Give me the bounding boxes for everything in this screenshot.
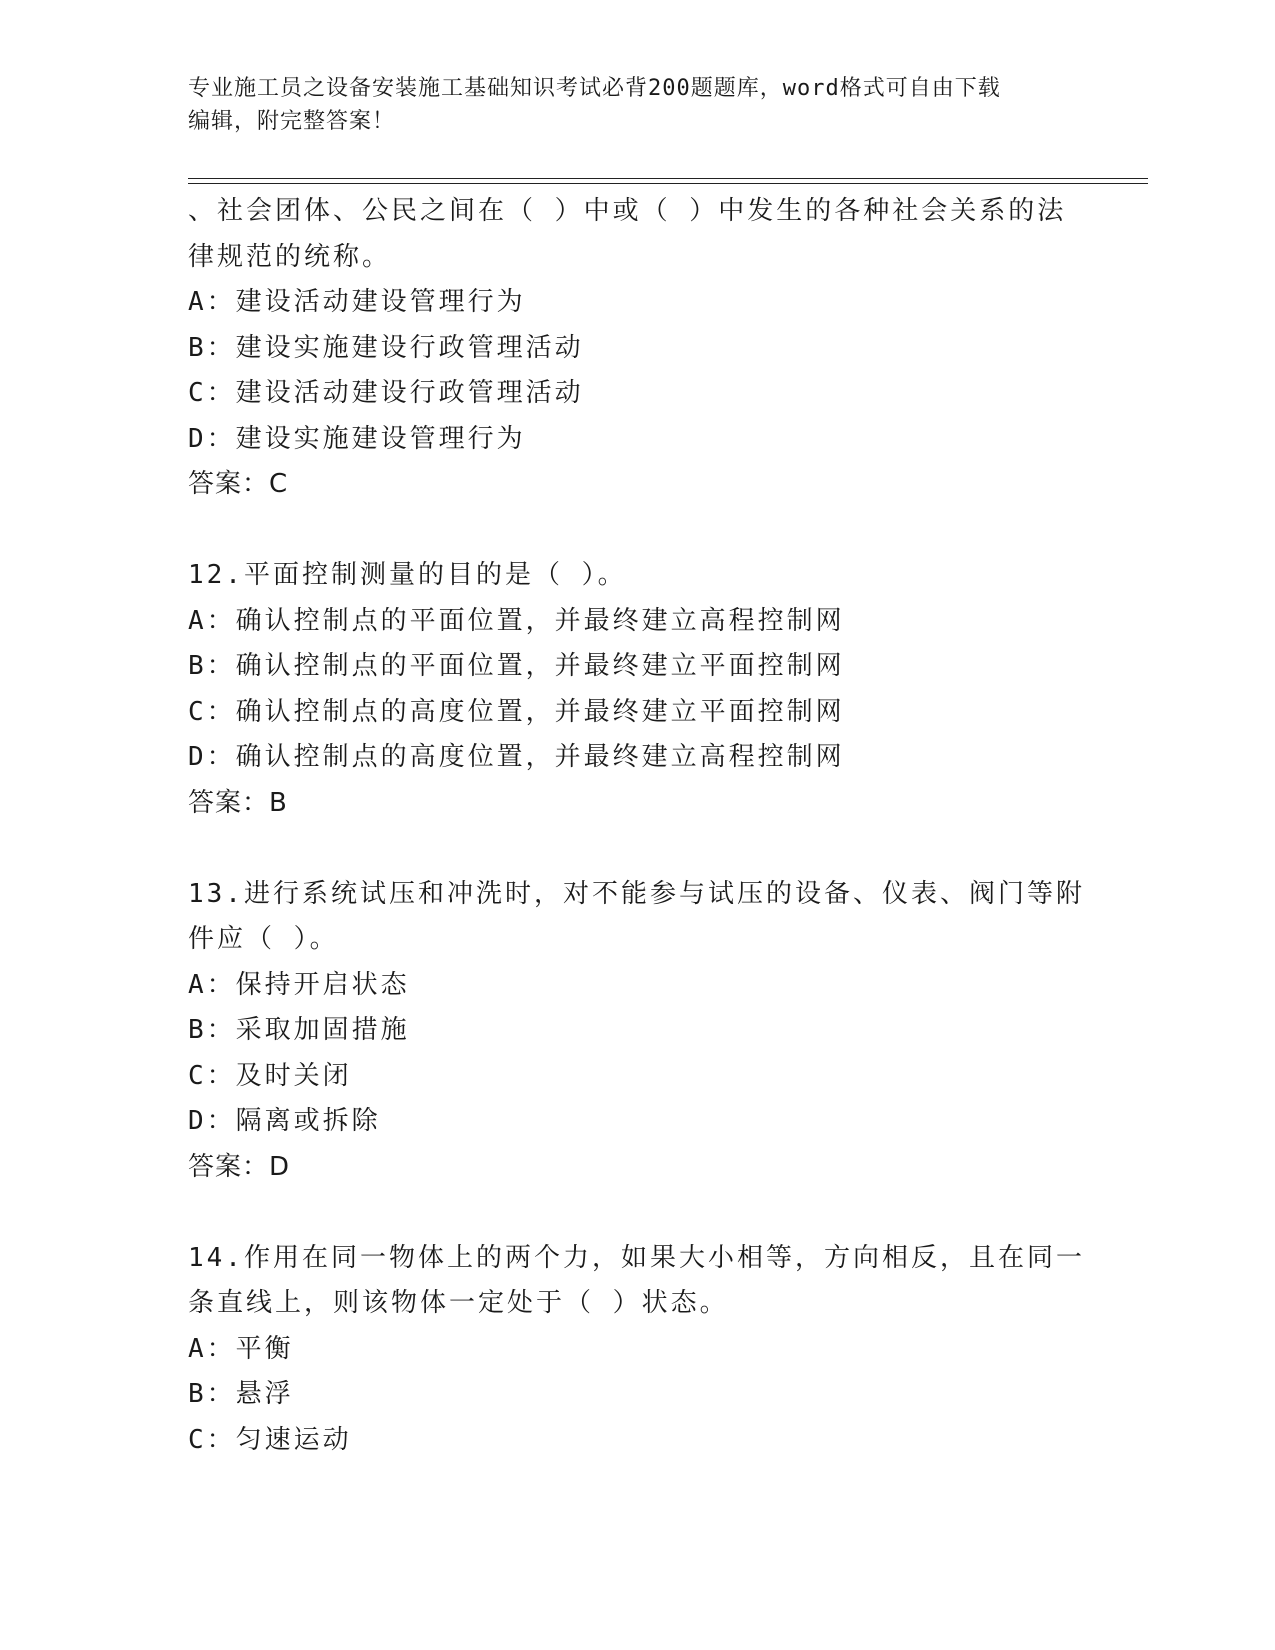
document-header bbox=[188, 72, 1088, 138]
option-c: C：确认控制点的高度位置，并最终建立平面控制网 bbox=[188, 696, 845, 727]
question-text: 13.进行系统试压和冲洗时，对不能参与试压的设备、仪表、阀门等附 bbox=[188, 878, 1085, 909]
question-text: 条直线上，则该物体一定处于（ ）状态。 bbox=[188, 1288, 729, 1318]
option-b: B：采取加固措施 bbox=[188, 1015, 410, 1045]
question-11 bbox=[188, 189, 1088, 508]
option-a: A：建设活动建设管理行为 bbox=[188, 287, 526, 317]
option-a: A：平衡 bbox=[188, 1333, 294, 1364]
option-c: C：及时关闭 bbox=[188, 1060, 352, 1091]
option-c: C：匀速运动 bbox=[188, 1424, 352, 1455]
option-b: B：悬浮 bbox=[188, 1379, 294, 1409]
answer: 答案：B bbox=[188, 787, 288, 818]
question-12 bbox=[188, 553, 1088, 826]
question-text: 、社会团体、公民之间在（ ）中或（ ）中发生的各种社会关系的法 bbox=[188, 196, 1067, 226]
header-line-1: 专业施工员之设备安装施工基础知识考试必背200题题库，word格式可自由下载 bbox=[188, 76, 1001, 101]
question-14 bbox=[188, 1236, 1088, 1464]
option-d: D：建设实施建设管理行为 bbox=[188, 423, 526, 454]
question-13 bbox=[188, 872, 1088, 1191]
spacer bbox=[188, 826, 1088, 872]
option-b: B：确认控制点的平面位置，并最终建立平面控制网 bbox=[188, 651, 845, 681]
spacer bbox=[188, 1190, 1088, 1236]
answer: 答案：D bbox=[188, 1151, 291, 1182]
question-text: 件应（ ）。 bbox=[188, 924, 339, 954]
option-d: D：确认控制点的高度位置，并最终建立高程控制网 bbox=[188, 742, 845, 772]
question-text: 12.平面控制测量的目的是（ ）。 bbox=[188, 560, 627, 590]
spacer bbox=[188, 508, 1088, 554]
option-b: B：建设实施建设行政管理活动 bbox=[188, 332, 584, 363]
header-line-2: 编辑，附完整答案！ bbox=[188, 109, 396, 134]
header-divider-bottom bbox=[188, 183, 1148, 184]
header-divider-top bbox=[188, 178, 1148, 179]
option-a: A：保持开启状态 bbox=[188, 969, 410, 1000]
question-list bbox=[188, 189, 1088, 1463]
answer: 答案：C bbox=[188, 469, 289, 499]
question-text: 14.作用在同一物体上的两个力，如果大小相等，方向相反，且在同一 bbox=[188, 1242, 1085, 1273]
option-d: D：隔离或拆除 bbox=[188, 1106, 381, 1136]
question-text: 律规范的统称。 bbox=[188, 241, 392, 272]
option-c: C：建设活动建设行政管理活动 bbox=[188, 378, 584, 408]
option-a: A：确认控制点的平面位置，并最终建立高程控制网 bbox=[188, 605, 845, 636]
